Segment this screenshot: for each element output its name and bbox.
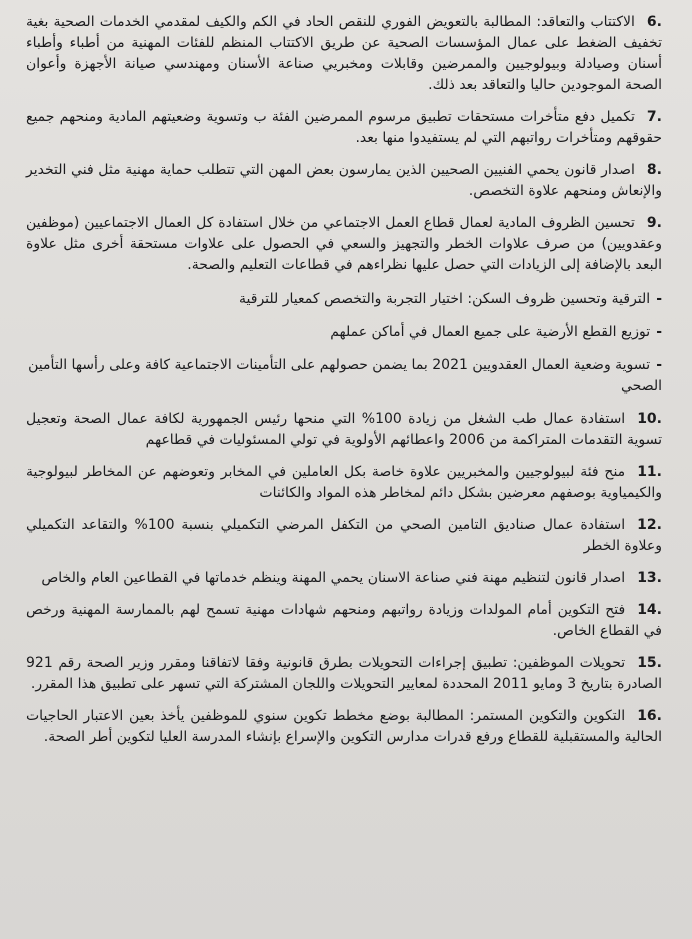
bullet-dash: - bbox=[656, 291, 662, 307]
item-text: اصدار قانون يحمي الفنيين الصحيين الذين يمارسون بعض المهن التي تتطلب حماية مهنية مثل فني التخدير والإنعاش ومنحهم علاوة التخصص. bbox=[26, 162, 662, 199]
item-text: الاكتتاب والتعاقد: المطالبة بالتعويض الفوري للنقص الحاد في الكم والكيف لمقدمي الخدمات الصحية بغية تخفيف الضغط على عمال المؤسسات الصحية عن طريق الاكتتاب المنظم للفئات المهنية من أطباء وأطباء أسنان وصيادلة وبيولوجيين والممرضين وقابلات ومخبريي صناعة الأسنان ومهندسي صيانة الأجهزة وأعوان الصحة الموجودين حاليا والتعاقد بعد ذلك. bbox=[26, 14, 662, 93]
bullet-dash: - bbox=[656, 357, 662, 373]
sub-bullet-promotion bbox=[26, 289, 662, 310]
item-number: .13 bbox=[637, 570, 662, 586]
bullet-text: توزيع القطع الأرضية على جميع العمال في أماكن عملهم bbox=[330, 324, 651, 340]
demand-item-10 bbox=[26, 409, 662, 451]
sub-bullet-contract-workers bbox=[26, 355, 662, 397]
item-text: اصدار قانون لتنظيم مهنة فني صناعة الاسنان يحمي المهنة وينظم خدماتها في القطاعين العام والخاص bbox=[41, 570, 626, 586]
item-number: .6 bbox=[646, 14, 662, 30]
item-number: .11 bbox=[637, 464, 662, 480]
item-number: .9 bbox=[646, 215, 662, 231]
item-text: تحويلات الموظفين: تطبيق إجراءات التحويلات بطرق قانونية وفقا لاتفاقنا ومقرر وزير الصحة رقم 921 الصادرة بتاريخ 3 ومايو 2011 المحددة لمعايير التحويلات واللجان المشتركة التي تسهر على تطبيق هذا المقرر. bbox=[26, 655, 662, 692]
item-number: .14 bbox=[637, 602, 662, 618]
demand-item-11 bbox=[26, 462, 662, 504]
item-number: .7 bbox=[646, 109, 662, 125]
demand-item-7 bbox=[26, 107, 662, 149]
item-text: تكميل دفع متأخرات مستحقات تطبيق مرسوم الممرضين الفئة ب وتسوية وضعيتهم المادية ومنحهم جميع حقوقهم ومتأخرات رواتبهم التي لم يستفيدوا منها بعد. bbox=[26, 109, 662, 146]
demand-item-16 bbox=[26, 706, 662, 748]
sub-bullet-land bbox=[26, 322, 662, 343]
item-text: التكوين والتكوين المستمر: المطالبة بوضع مخطط تكوين سنوي للموظفين يأخذ بعين الاعتبار الحاجيات الحالية والمستقبلية للقطاع ورفع قدرات مدارس التكوين والإسراع بإنشاء المدرسة العليا لتكوين أطر الصحة. bbox=[26, 708, 662, 745]
item-number: .8 bbox=[646, 162, 662, 178]
item-number: .12 bbox=[637, 517, 662, 533]
item-number: .15 bbox=[637, 655, 662, 671]
bullet-dash: - bbox=[656, 324, 662, 340]
bullet-text: تسوية وضعية العمال العقدويين 2021 بما يضمن حصولهم على التأمينات الاجتماعية كافة وعلى رأسها التأمين الصحي bbox=[28, 357, 662, 394]
demand-item-15 bbox=[26, 653, 662, 695]
demand-item-14 bbox=[26, 600, 662, 642]
item-text: استفادة عمال صناديق التامين الصحي من التكفل المرضي التكميلي بنسبة 100% والتقاعد التكميلي وعلاوة الخطر bbox=[26, 517, 662, 554]
item-text: استفادة عمال طب الشغل من زيادة 100% التي منحها رئيس الجمهورية لكافة عمال الصحة وتعجيل تسوية التقدمات المتراكمة من 2006 واعطائهم الأولوية في تولي المسئوليات في قطاعهم bbox=[26, 411, 662, 448]
demand-item-8 bbox=[26, 160, 662, 202]
bullet-text: الترقية وتحسين ظروف السكن: اختيار التجربة والتخصص كمعيار للترقية bbox=[239, 291, 651, 307]
item-number: .16 bbox=[637, 708, 662, 724]
item-text: منح فئة لبيولوجيين والمخبريين علاوة خاصة بكل العاملين في المخابر وتعوضهم عن المخاطر لبيولوجية والكيمياوية بوصفهم معرضين بشكل دائم لمخاطر هذه المواد والكائنات bbox=[26, 464, 662, 501]
demand-item-12 bbox=[26, 515, 662, 557]
item-text: فتح التكوين أمام المولدات وزيادة رواتبهم ومنحهم شهادات مهنية تسمح لهم بالممارسة المهنية ورخص في القطاع الخاص. bbox=[26, 602, 662, 639]
item-number: .10 bbox=[637, 411, 662, 427]
demand-item-9 bbox=[26, 213, 662, 276]
demand-item-13 bbox=[26, 568, 662, 589]
item-text: تحسين الظروف المادية لعمال قطاع العمل الاجتماعي من خلال استفادة كل العمال الاجتماعيين (موظفين وعقدويين) من صرف علاوات الخطر والتجهيز والسعي في الحصول على علاوات مستحقة أخرى مثل علاوة البعد بالإضافة إلى الزيادات التي حصل عليها نظراءهم في قطاعات التعليم والصحة. bbox=[26, 215, 662, 273]
demand-item-6 bbox=[26, 12, 662, 96]
